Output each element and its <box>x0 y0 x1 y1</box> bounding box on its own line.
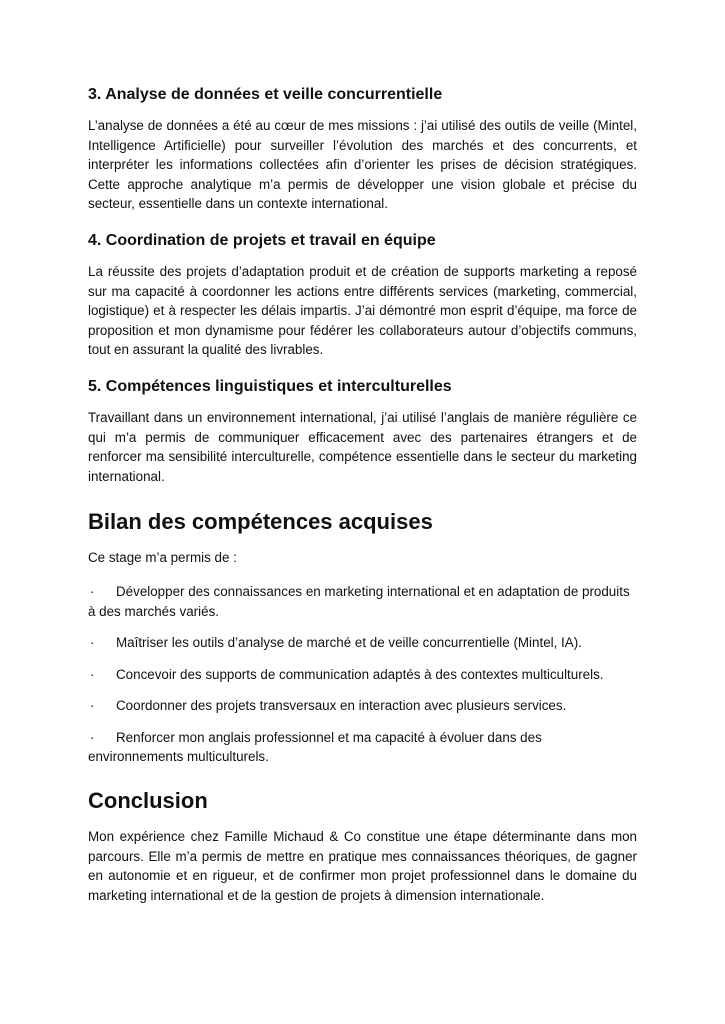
bullet-icon: · <box>90 583 95 599</box>
bullet-icon: · <box>90 666 95 682</box>
bilan-list <box>88 582 637 767</box>
list-item-text: Maîtriser les outils d’analyse de marché et de veille concurrentielle (Mintel, IA). <box>116 635 582 651</box>
list-item-text: Développer des connaissances en marketing international et en adaptation de produits à des marchés variés. <box>88 583 630 619</box>
list-item-text: Renforcer mon anglais professionnel et ma capacité à évoluer dans des environnements multiculturels. <box>88 729 542 765</box>
bullet-icon: · <box>90 729 95 745</box>
bilan-intro: Ce stage m’a permis de : <box>88 550 237 566</box>
list-item <box>88 582 637 621</box>
list-item <box>88 633 637 653</box>
section-3-heading: 3. Analyse de données et veille concurrentielle <box>88 86 443 103</box>
list-item <box>88 665 637 685</box>
conclusion-heading: Conclusion <box>88 788 208 814</box>
section-4-heading: 4. Coordination de projets et travail en équipe <box>88 231 436 249</box>
bullet-icon: · <box>90 698 95 714</box>
conclusion-body: Mon expérience chez Famille Michaud & Co constitue une étape déterminante dans mon parcours. Elle m’a permis de mettre en pratique mes connaissances théoriques, de gagner en autonomie et en rigueur, et de confirmer mon projet professionnel dans le domaine du marketing international et de la gestion de projets à dimension internationale. <box>88 829 637 903</box>
section-3-body: L’analyse de données a été au cœur de mes missions : j’ai utilisé des outils de veille (Mintel, Intelligence Artificielle) pour surveiller l’évolution des marchés et des concurrents, et interpréter les informations collectées afin d’orienter les prises de décision stratégiques. Cette approche analytique m’a permis de développer une vision globale et précise du secteur, essentielle dans un contexte international. <box>88 118 637 212</box>
document-page <box>88 84 637 921</box>
list-item-text: Coordonner des projets transversaux en interaction avec plusieurs services. <box>116 698 567 714</box>
list-item <box>88 696 637 716</box>
section-4-body: La réussite des projets d’adaptation produit et de création de supports marketing a reposé sur ma capacité à coordonner les actions entre différents services (marketing, commercial, logistique) et à respecter les délais impartis. J’ai démontré mon esprit d’équipe, ma force de proposition et mon dynamisme pour fédérer les collaborateurs autour d’objectifs communs, tout en assurant la qualité des livrables. <box>88 263 637 358</box>
list-item-text: Concevoir des supports de communication adaptés à des contextes multiculturels. <box>116 666 604 682</box>
list-item <box>88 728 637 767</box>
section-5-heading: 5. Compétences linguistiques et interculturelles <box>88 377 452 395</box>
bullet-icon: · <box>90 635 95 651</box>
bilan-heading: Bilan des compétences acquises <box>88 509 433 535</box>
section-5-body: Travaillant dans un environnement international, j’ai utilisé l’anglais de manière régulière ce qui m’a permis de communiquer efficacement avec des partenaires étrangers et de renforcer ma sensibilité interculturelle, compétence essentielle dans le secteur du marketing international. <box>88 409 637 484</box>
